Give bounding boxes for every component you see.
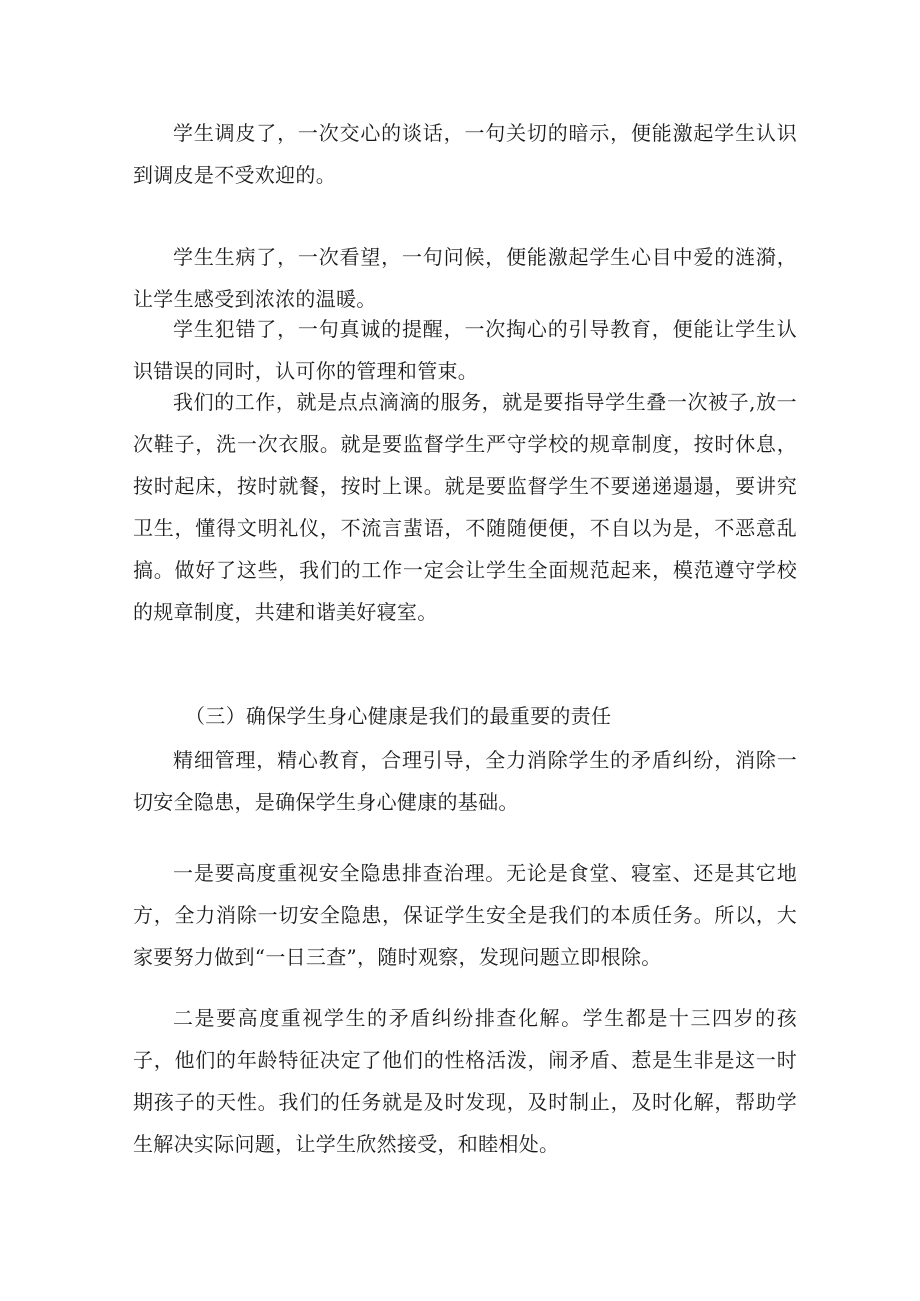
paragraph-illness: 学生生病了，一次看望，一句问候，便能激起学生心目中爱的涟漪，让学生感受到浓浓的温暖。: [133, 245, 797, 311]
paragraph-mischief: 学生调皮了，一次交心的谈话，一句关切的暗示，便能激起学生认识到调皮是不受欢迎的。: [133, 121, 797, 187]
paragraph-safety-hazards: 一是要高度重视安全隐患排查治理。无论是食堂、寝室、还是其它地方，全力消除一切安全隐患，保证学生安全是我们的本质任务。所以，大家要努力做到“一日三查”，随时观察，发现问题立即根除。: [133, 861, 797, 969]
paragraph-our-work: 我们的工作，就是点点滴滴的服务，就是要指导学生叠一次被子,放一次鞋子，洗一次衣服。就是要监督学生严守学校的规章制度，按时休息，按时起床，按时就餐，按时上课。就是要监督学生不要递递遢遢，要讲究卫生，懂得文明礼仪，不流言蜚语，不随随便便，不自以为是，不恶意乱搞。做好了这些，我们的工作一定会让学生全面规范起来，模范遵守学校的规章制度，共建和谐美好寝室。: [133, 390, 797, 624]
paragraph-conflict-resolution: 二是要高度重视学生的矛盾纠纷排查化解。学生都是十三四岁的孩子，他们的年龄特征决定了他们的性格活泼，闹矛盾、惹是生非是这一时期孩子的天性。我们的任务就是及时发现，及时制止，及时化解，帮助学生解决实际问题，让学生欣然接受，和睦相处。: [133, 1006, 797, 1156]
paragraph-mistake: 学生犯错了，一句真诚的提醒，一次掏心的引导教育，便能让学生认识错误的同时，认可你的管理和管束。: [133, 317, 797, 383]
paragraph-fine-management: 精细管理，精心教育，合理引导，全力消除学生的矛盾纠纷，消除一切安全隐患，是确保学生身心健康的基础。: [133, 748, 797, 814]
section-heading: （三）确保学生身心健康是我们的最重要的责任: [185, 704, 612, 728]
